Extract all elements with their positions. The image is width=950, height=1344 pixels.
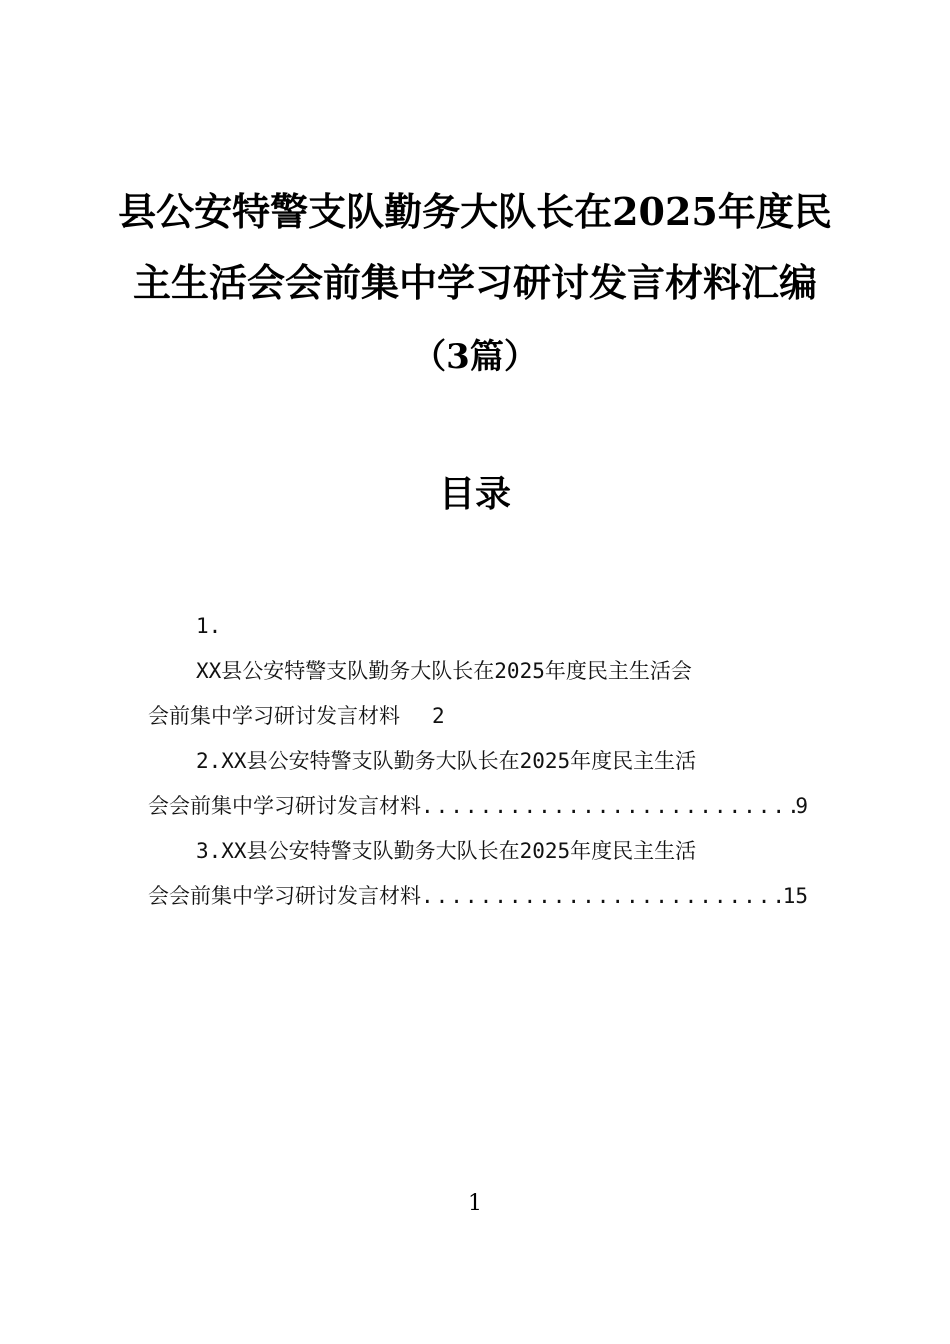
toc-item-1-text: 会前集中学习研讨发言材料 — [148, 704, 400, 728]
title-line-1: 县公安特警支队勤务大队长在2025年度民 — [118, 189, 832, 234]
toc-item-3-line-2[interactable] — [148, 878, 808, 914]
toc-item-3-page: 15 — [782, 884, 808, 908]
toc-item-2-page: 9 — [795, 794, 808, 818]
title-line-3: （3篇） — [412, 337, 538, 377]
toc-item-3-line-1[interactable]: 3.XX县公安特警支队勤务大队长在2025年度民主生活 — [196, 839, 697, 863]
toc-item-1-line-2[interactable] — [148, 698, 808, 734]
toc-item-2-line-2[interactable] — [148, 788, 808, 824]
page-number: 1 — [468, 1191, 482, 1216]
toc-item-1-line-1[interactable]: XX县公安特警支队勤务大队长在2025年度民主生活会 — [196, 659, 692, 683]
toc-item-2-line-1[interactable]: 2.XX县公安特警支队勤务大队长在2025年度民主生活 — [196, 749, 697, 773]
toc-item-2-leader-dots — [421, 788, 795, 824]
toc-item-2-text: 会会前集中学习研讨发言材料 — [148, 794, 421, 818]
toc-heading: 目录 — [438, 473, 511, 515]
toc-item-1-page: 2 — [432, 704, 445, 728]
title-line-2: 主生活会会前集中学习研讨发言材料汇编 — [132, 260, 817, 305]
toc-item-1-number: 1. — [196, 614, 222, 638]
toc-item-3-leader-dots — [421, 878, 783, 914]
toc-item-3-text: 会会前集中学习研讨发言材料 — [148, 884, 421, 908]
